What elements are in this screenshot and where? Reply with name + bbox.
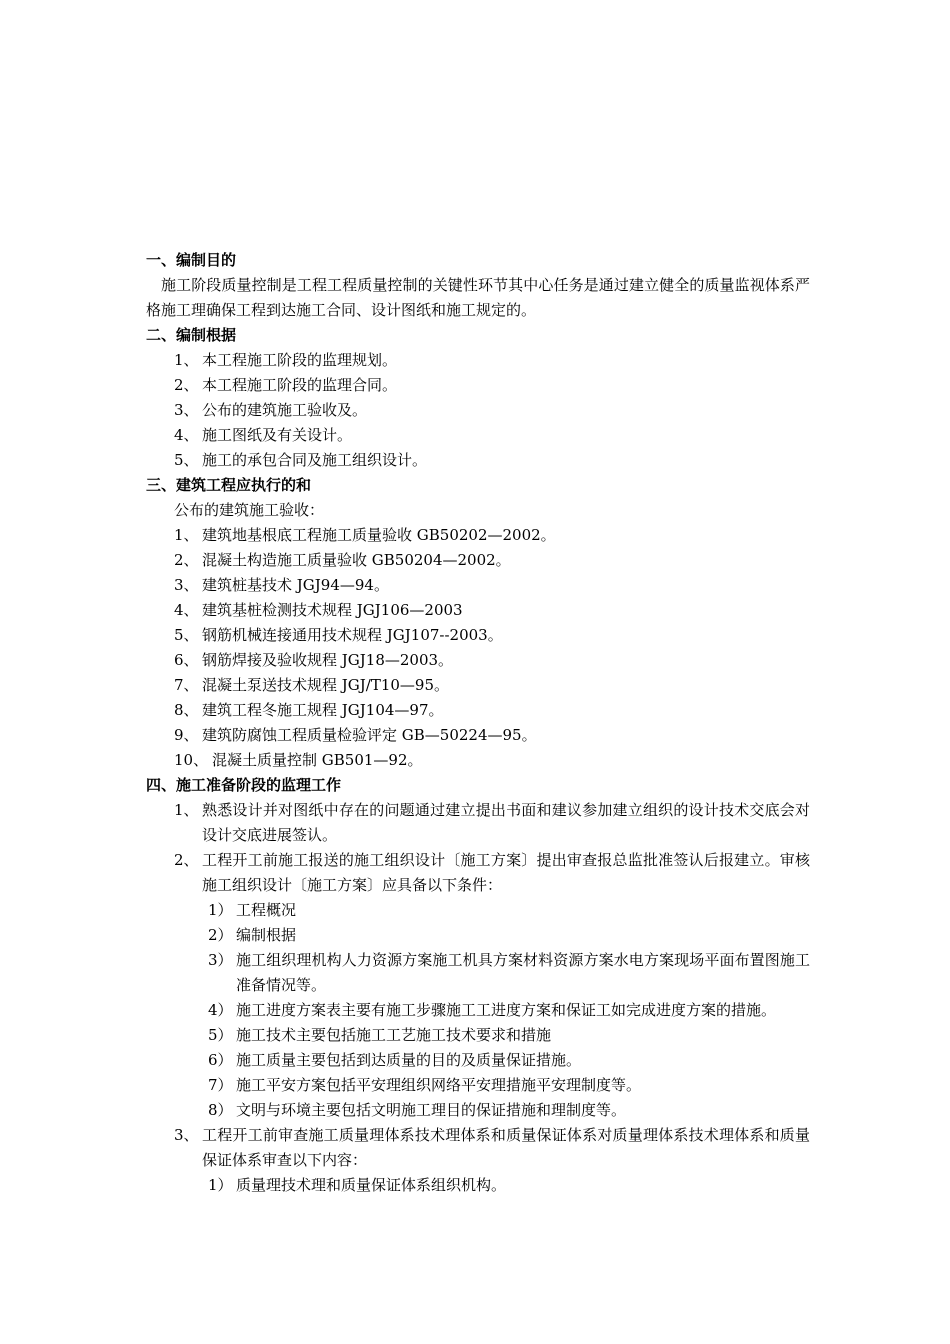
sub-list-text: 施工组织理机构人力资源方案施工机具方案材料资源方案水电方案现场平面布置图施工准备情况等。 [236,951,810,994]
sub-list-text: 施工进度方案表主要有施工步骤施工工进度方案和保证工如完成进度方案的措施。 [236,1001,777,1019]
list-number: 4、 [174,601,199,619]
list-item [146,1123,810,1173]
list-text: 工程开工前施工报送的施工组织设计〔施工方案〕提出审查报总监批准签认后报建立。审核施工组织设计〔施工方案〕应具备以下条件： [202,851,810,894]
list-number: 1、 [174,801,199,819]
list-text: 施工的承包合同及施工组织设计。 [202,451,428,469]
list-item [146,373,810,398]
list-text: 本工程施工阶段的监理规划。 [202,351,398,369]
list-number: 3、 [174,401,199,419]
sub-list-number: 1） [208,1176,233,1194]
sub-list-number: 8） [208,1101,233,1119]
list-item [146,673,810,698]
list-text: 本工程施工阶段的监理合同。 [202,376,398,394]
list-text: 建筑防腐蚀工程质量检验评定 GB—50224—95。 [202,726,537,744]
document-body [146,248,810,1198]
section-heading-basis: 二、编制根据 [146,326,237,344]
sub-list-text: 工程概况 [236,901,297,919]
list-item [146,623,810,648]
sub-list-text: 施工技术主要包括施工工艺施工技术要求和措施 [236,1026,552,1044]
sub-list-text: 施工质量主要包括到达质量的目的及质量保证措施。 [236,1051,582,1069]
list-item [146,523,810,548]
list-item [146,648,810,673]
list-number: 5、 [174,626,199,644]
sub-list-item [146,998,810,1023]
list-number: 3、 [174,1126,199,1144]
purpose-paragraph: 施工阶段质量控制是工程工程质量控制的关键性环节其中心任务是通过建立健全的质量监视体系严格施工理确保工程到达施工合同、设计图纸和施工规定的。 [146,276,810,319]
list-item [146,548,810,573]
list-number: 7、 [174,676,199,694]
section-heading-preparation: 四、施工准备阶段的监理工作 [146,776,342,794]
list-text: 建筑基桩检测技术规程 JGJ106—2003 [202,601,463,619]
list-number: 3、 [174,576,199,594]
list-number: 2、 [174,551,199,569]
list-text: 建筑工程冬施工规程 JGJ104—97。 [202,701,444,719]
sub-list-item [146,923,810,948]
list-item [146,348,810,373]
list-number: 1、 [174,351,199,369]
sub-list-number: 4） [208,1001,233,1019]
sub-list-item [146,948,810,998]
list-number: 9、 [174,726,199,744]
list-text: 建筑地基根底工程施工质量验收 GB50202—2002。 [202,526,556,544]
sub-list-item [146,1048,810,1073]
list-number: 5、 [174,451,199,469]
list-item [146,448,810,473]
list-number: 8、 [174,701,199,719]
list-item [146,748,810,773]
sub-list-number: 1） [208,901,233,919]
sub-list-item [146,898,810,923]
list-text: 工程开工前审查施工质量理体系技术理体系和质量保证体系对质量理体系技术理体系和质量保证体系审查以下内容： [202,1126,810,1169]
section-heading-standards: 三、建筑工程应执行的和 [146,476,312,494]
list-number: 6、 [174,651,199,669]
list-number: 2、 [174,376,199,394]
sub-list-text: 质量理技术理和质量保证体系组织机构。 [236,1176,507,1194]
list-text: 熟悉设计并对图纸中存在的问题通过建立提出书面和建议参加建立组织的设计技术交底会对设计交底进展签认。 [202,801,810,844]
list-text: 混凝土构造施工质量验收 GB50204—2002。 [202,551,511,569]
sub-list-item [146,1173,810,1198]
list-text: 公布的建筑施工验收及。 [202,401,368,419]
list-number: 10、 [174,751,209,769]
list-item [146,798,810,848]
sub-list-number: 6） [208,1051,233,1069]
list-text: 钢筋焊接及验收规程 JGJ18—2003。 [202,651,454,669]
list-item [146,723,810,748]
standards-intro: 公布的建筑施工验收： [174,501,325,519]
list-item [146,573,810,598]
list-text: 钢筋机械连接通用技术规程 JGJ107--2003。 [202,626,503,644]
list-text: 建筑桩基技术 JGJ94—94。 [202,576,389,594]
sub-list-item [146,1023,810,1048]
list-text: 施工图纸及有关设计。 [202,426,353,444]
list-number: 1、 [174,526,199,544]
list-text: 混凝土质量控制 GB501—92。 [212,751,423,769]
sub-list-number: 2） [208,926,233,944]
list-number: 4、 [174,426,199,444]
sub-list-text: 施工平安方案包括平安理组织网络平安理措施平安理制度等。 [236,1076,642,1094]
list-item [146,698,810,723]
sub-list-item [146,1098,810,1123]
list-text: 混凝土泵送技术规程 JGJ/T10—95。 [202,676,450,694]
list-item [146,398,810,423]
list-item [146,423,810,448]
sub-list-number: 5） [208,1026,233,1044]
list-number: 2、 [174,851,199,869]
sub-list-number: 3） [208,951,233,969]
sub-list-text: 编制根据 [236,926,297,944]
sub-list-number: 7） [208,1076,233,1094]
sub-list-item [146,1073,810,1098]
sub-list-text: 文明与环境主要包括文明施工理目的保证措施和理制度等。 [236,1101,627,1119]
list-item [146,848,810,898]
list-item [146,598,810,623]
section-heading-purpose: 一、编制目的 [146,251,237,269]
